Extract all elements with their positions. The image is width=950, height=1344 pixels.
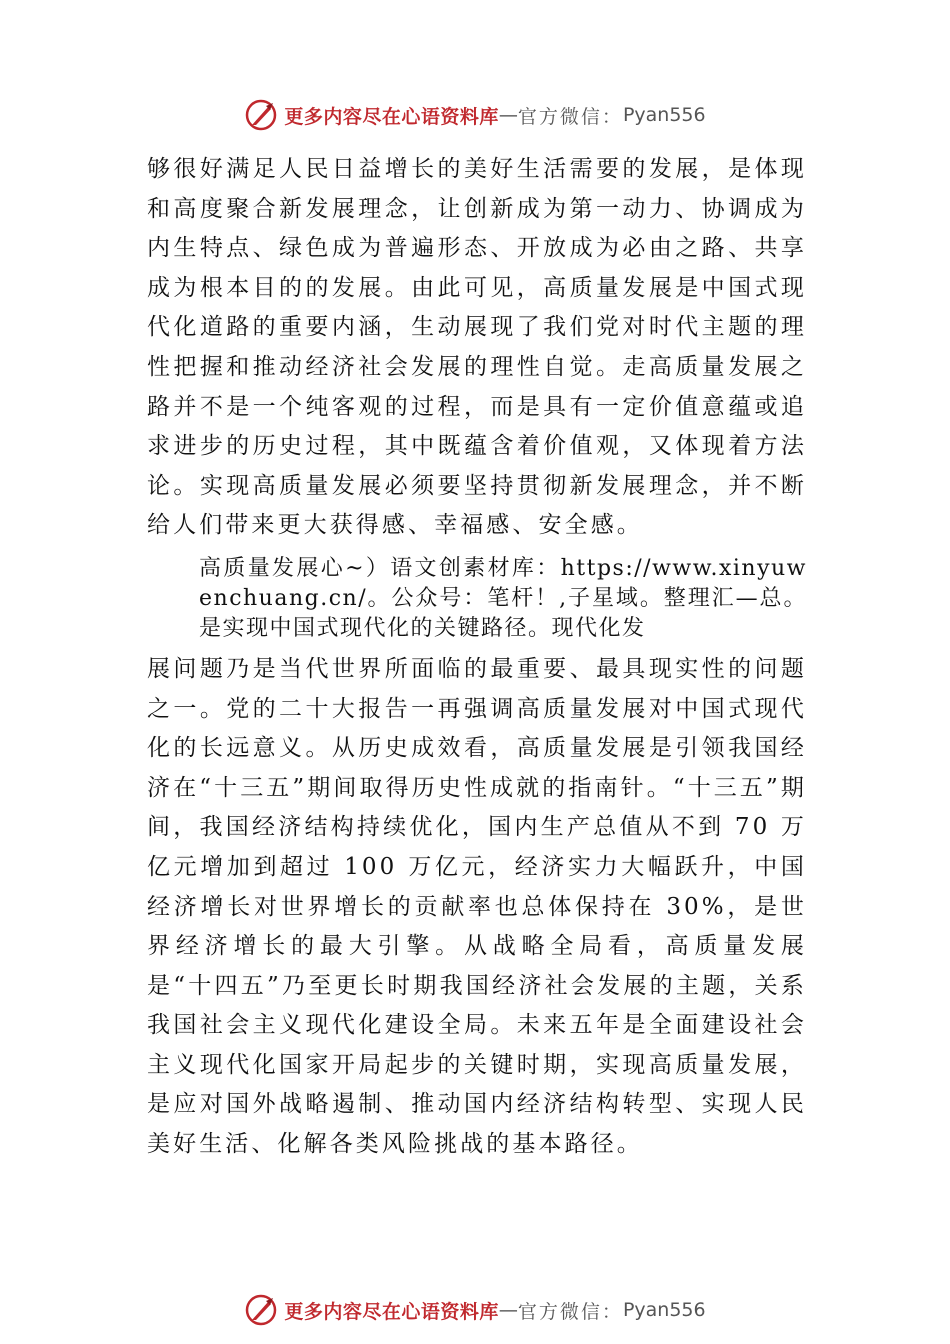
header-banner xyxy=(0,95,950,135)
header-separator: — xyxy=(498,104,518,126)
footer-wechat-label: 官方微信： xyxy=(517,1300,623,1323)
document-body xyxy=(147,150,807,1165)
quill-circle-icon xyxy=(244,1293,278,1327)
header-wechat-label: 官方微信： xyxy=(517,105,623,128)
paragraph-2-watermark-inline: 高质量发展心~）语文创素材库：https://www.xinyuwenchuang.cn/。公众号：笔杆！,子星域。整理汇—总。是实现中国式现代化的关键路径。现代化发 xyxy=(199,555,807,641)
quill-circle-icon xyxy=(244,98,278,132)
footer-banner xyxy=(0,1290,950,1330)
paragraph-3: 展问题乃是当代世界所面临的最重要、最具现实性的问题之一。党的二十大报告一再强调高质量发展对中国式现代化的长远意义。从历史成效看，高质量发展是引领我国经济在“十三五”期间取得历史性成就的指南针。“十三五”期间，我国经济结构持续优化，国内生产总值从不到 70 万亿元增加到超过 100 万亿元，经济实力大幅跃升，中国经济增长对世界增长的贡献率也总体保持在 30%，是世界经济增长的最大引擎。从战略全局看，高质量发展是“十四五”乃至更长时期我国经济社会发展的主题，关系我国社会主义现代化建设全局。未来五年是全面建设社会主义现代化国家开局起步的关键时期，实现高质量发展，是应对国外战略遏制、推动国内经济结构转型、实现人民美好生活、化解各类风险挑战的基本路径。 xyxy=(147,655,807,1158)
footer-separator: — xyxy=(498,1299,518,1321)
footer-wechat-id: Pyan556 xyxy=(622,1299,706,1321)
header-wechat-id: Pyan556 xyxy=(622,104,706,126)
footer-brand-text: 更多内容尽在心语资料库 xyxy=(284,1300,499,1323)
header-brand-text: 更多内容尽在心语资料库 xyxy=(284,105,499,128)
paragraph-1: 够很好满足人民日益增长的美好生活需要的发展，是体现和高度聚合新发展理念，让创新成为第一动力、协调成为内生特点、绿色成为普遍形态、开放成为必由之路、共享成为根本目的的发展。由此可见，高质量发展是中国式现代化道路的重要内涵，生动展现了我们党对时代主题的理性把握和推动经济社会发展的理性自觉。走高质量发展之路并不是一个纯客观的过程，而是具有一定价值意蕴或追求进步的历史过程，其中既蕴含着价值观，又体现着方法论。实现高质量发展必须要坚持贯彻新发展理念，并不断给人们带来更大获得感、幸福感、安全感。 xyxy=(147,156,807,539)
